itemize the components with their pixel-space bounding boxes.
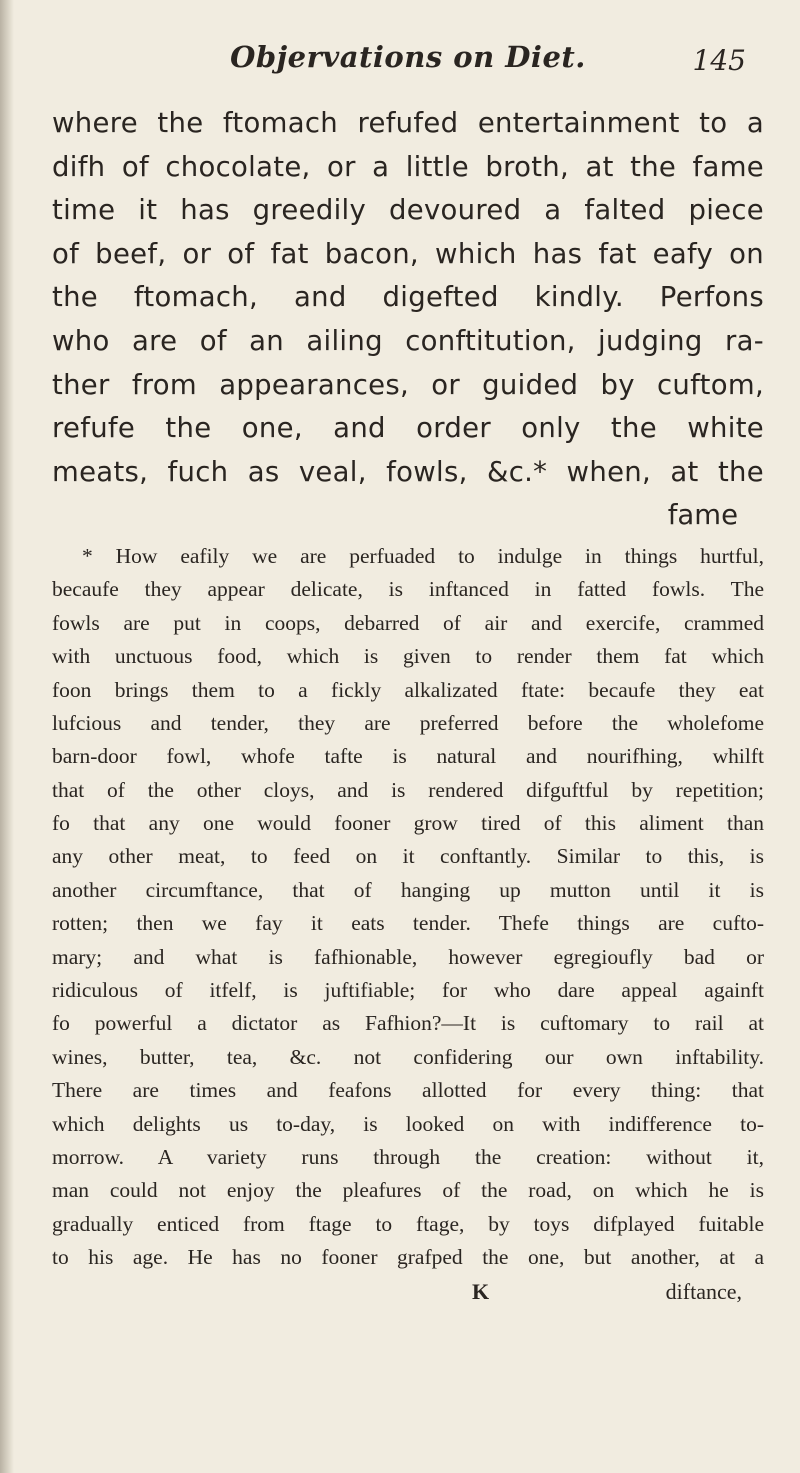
signature-mark: K <box>472 1278 490 1304</box>
footnote-line: that of the other cloys, and is rendered difguftful by repetition; <box>52 777 764 802</box>
footnote-line: foon brings them to a fickly alkalizated ftate: becaufe they eat <box>52 677 764 702</box>
body-line: difh of chocolate, or a little broth, at the fame <box>52 150 764 183</box>
footnote-line: fo powerful a dictator as Fafhion?—It is cuftomary to rail at <box>52 1011 764 1036</box>
running-title: Objervations on Diet. <box>230 40 586 74</box>
footnote <box>52 540 764 1275</box>
footnote-line: which delights us to-day, is looked on with indifference to- <box>52 1111 764 1136</box>
running-head <box>52 40 764 102</box>
main-catchword: fame <box>667 499 738 532</box>
body-line: time it has greedily devoured a falted piece <box>52 194 764 227</box>
body-line: of beef, or of fat bacon, which has fat eafy on <box>52 237 764 270</box>
footnote-line: * How eafily we are perfuaded to indulge in things hurtful, <box>82 543 764 568</box>
footnote-line: morrow. A variety runs through the creation: without it, <box>52 1144 764 1169</box>
body-line: who are of an ailing conftitution, judging ra- <box>52 324 764 357</box>
body-line: meats, fuch as veal, fowls, &c.* when, at the <box>52 455 764 488</box>
footnote-line: mary; and what is fafhionable, however egregioufly bad or <box>52 944 764 969</box>
footer-catchword: diftance, <box>665 1278 742 1304</box>
footnote-line: man could not enjoy the pleafures of the road, on which he is <box>52 1178 764 1203</box>
footnote-line: There are times and feafons allotted for every thing: that <box>52 1078 764 1103</box>
footnote-line: fowls are put in coops, debarred of air and exercife, crammed <box>52 610 764 635</box>
body-line: refufe the one, and order only the white <box>52 412 764 445</box>
binding-shadow <box>0 0 14 1473</box>
footnote-line: gradually enticed from ftage to ftage, by toys difplayed fuitable <box>52 1211 764 1236</box>
footnote-line: barn-door fowl, whofe tafte is natural and nourifhing, whilft <box>52 744 764 769</box>
body-line: ther from appearances, or guided by cuftom, <box>52 368 764 401</box>
main-text <box>52 102 764 538</box>
footnote-line: wines, butter, tea, &c. not confidering our own inftability. <box>52 1044 764 1069</box>
footnote-line: lufcious and tender, they are preferred before the wholefome <box>52 710 764 735</box>
footnote-line: to his age. He has no fooner grafped the one, but another, at a <box>52 1245 764 1270</box>
footnote-line: rotten; then we fay it eats tender. Thefe things are cufto- <box>52 911 764 936</box>
footnote-line: becaufe they appear delicate, is inftanced in fatted fowls. The <box>52 577 764 602</box>
footnote-line: fo that any one would fooner grow tired of this aliment than <box>52 811 764 836</box>
footnote-line: any other meat, to feed on it conftantly. Similar to this, is <box>52 844 764 869</box>
body-line: where the ftomach refufed entertainment to a <box>52 107 764 139</box>
footnote-line: another circumftance, that of hanging up mutton until it is <box>52 877 764 902</box>
page-number: 145 <box>692 44 746 77</box>
footnote-line: with unctuous food, which is given to render them fat which <box>52 644 764 669</box>
body-line: the ftomach, and digefted kindly. Perfons <box>52 281 764 314</box>
footnote-line: ridiculous of itfelf, is juftifiable; for who dare appeal againft <box>52 978 764 1003</box>
book-page <box>52 40 764 1308</box>
page-footer <box>52 1275 764 1308</box>
